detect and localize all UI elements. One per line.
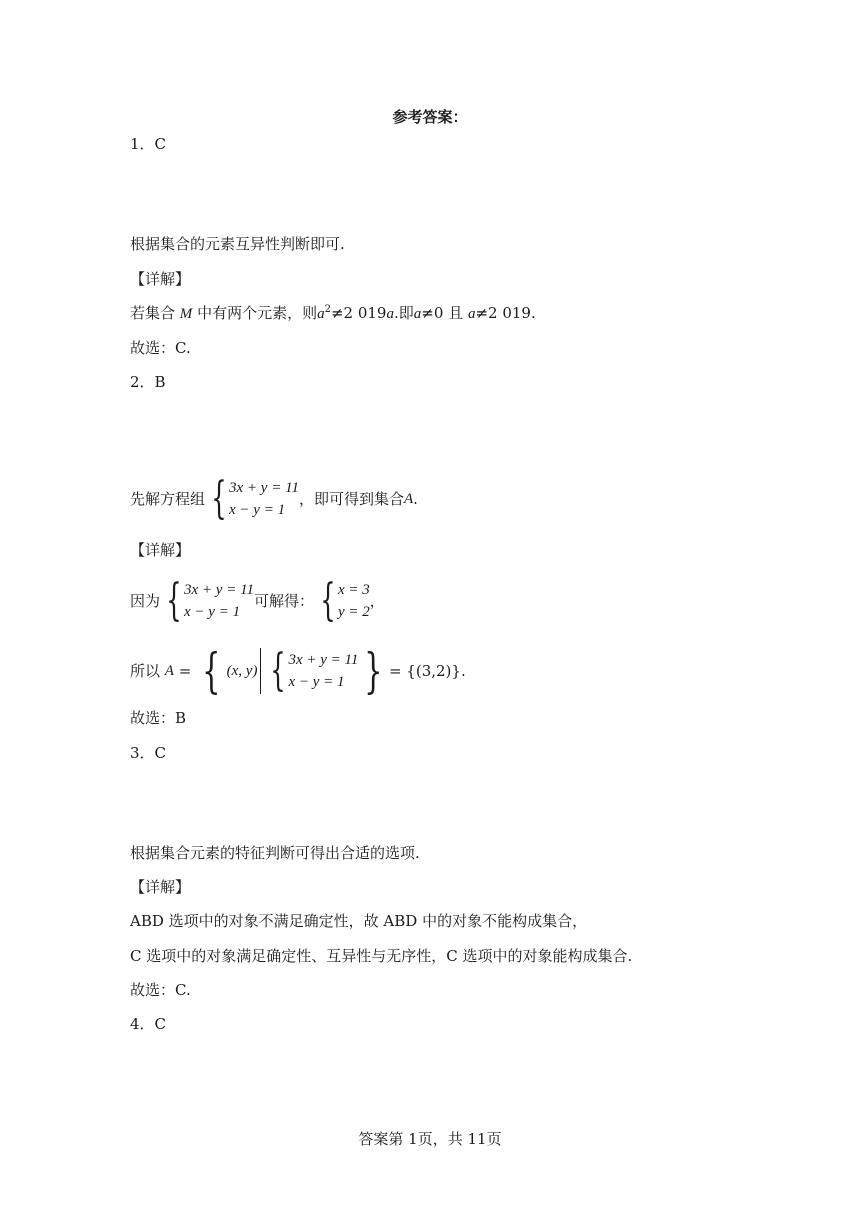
q1-number: 1．C	[130, 135, 167, 153]
q1-detail-prefix: 若集合	[130, 304, 176, 322]
solution-row-2: y = 2	[337, 604, 370, 620]
q1-expr-a2: a	[386, 306, 394, 322]
q1-expr-neq0: ≠0 且	[421, 304, 464, 322]
q1-expr-sup: 2	[324, 304, 331, 315]
q2-analysis-suffix: ，即可得到集合	[298, 490, 404, 508]
q2-set-line	[130, 644, 466, 697]
q1-expr-a: a	[317, 306, 325, 322]
q2-set-end: .	[460, 662, 466, 680]
q2-sol-comma: ，	[369, 592, 385, 610]
q2-set-a: A	[164, 663, 174, 679]
left-curly-brace: {	[202, 643, 221, 699]
q2-analysis-prefix: 先解方程组	[130, 490, 206, 508]
set-bar	[260, 648, 261, 694]
q3-detail-label: 【详解】	[130, 878, 191, 896]
page-title: 参考答案：	[392, 108, 468, 126]
q2-detail-solve	[130, 576, 385, 625]
q2-set-result: = {(3,2)}	[388, 662, 461, 680]
q1-detail	[130, 303, 536, 324]
q1-detail-mid: 中有两个元素，则	[197, 304, 318, 322]
q2-analysis	[130, 474, 418, 523]
q2-because: 因为	[130, 592, 161, 610]
solution-row-1: x = 3	[337, 582, 370, 598]
system-row-2: x − y = 1	[229, 502, 286, 518]
q2-answer: 故选：B	[130, 709, 187, 727]
page-footer: 答案第 1页，共 11页	[358, 1130, 502, 1148]
q1-expr-neq2019: ≠2 019.	[475, 304, 536, 322]
q2-analysis-end: .	[413, 490, 418, 508]
q2-solution-system	[314, 575, 370, 626]
q2-so: 所以	[130, 662, 161, 680]
q1-detail-mid2: .即	[393, 304, 414, 322]
q3-number: 3．C	[130, 744, 167, 762]
q1-answer: 故选：C.	[130, 339, 191, 357]
q1-analysis: 根据集合的元素互异性判断即可.	[130, 235, 345, 253]
q1-detail-label: 【详解】	[130, 270, 191, 288]
q2-system-repeat	[160, 575, 254, 626]
system-row-1: 3x + y = 11	[229, 480, 299, 496]
q2-set-elem: (x, y)	[226, 663, 258, 679]
q2-detail-label: 【详解】	[130, 541, 191, 559]
left-brace: {	[320, 575, 336, 626]
q2-analysis-var: A	[403, 491, 414, 507]
q4-number: 4．C	[130, 1015, 167, 1033]
system-row-2: x − y = 1	[184, 604, 241, 620]
left-brace: {	[166, 575, 182, 626]
q3-detail-line-2: C 选项中的对象满足确定性、互异性与无序性，C 选项中的对象能构成集合.	[130, 947, 633, 965]
q3-detail-line-1: ABD 选项中的对象不满足确定性，故 ABD 中的对象不能构成集合，	[130, 912, 588, 930]
q1-expr-a3: a	[413, 306, 422, 322]
system-row-2: x − y = 1	[288, 674, 345, 690]
q2-set-condition	[264, 645, 359, 696]
system-row-1: 3x + y = 11	[288, 652, 359, 668]
q2-number: 2．B	[130, 373, 166, 391]
q1-expr-a4: a	[467, 306, 476, 322]
q1-expr-neq: ≠2 019	[330, 304, 387, 322]
left-brace: {	[211, 473, 227, 524]
q2-solve-text: 可解得：	[253, 592, 314, 610]
right-curly-brace: }	[364, 643, 383, 699]
q2-equation-system	[205, 473, 299, 524]
q2-set-eq: =	[178, 662, 192, 680]
q3-answer: 故选：C.	[130, 981, 191, 999]
q1-var-m: M	[179, 306, 193, 322]
q3-analysis: 根据集合元素的特征判断可得出合适的选项.	[130, 844, 420, 862]
left-brace: {	[270, 645, 287, 696]
system-row-1: 3x + y = 11	[184, 582, 254, 598]
